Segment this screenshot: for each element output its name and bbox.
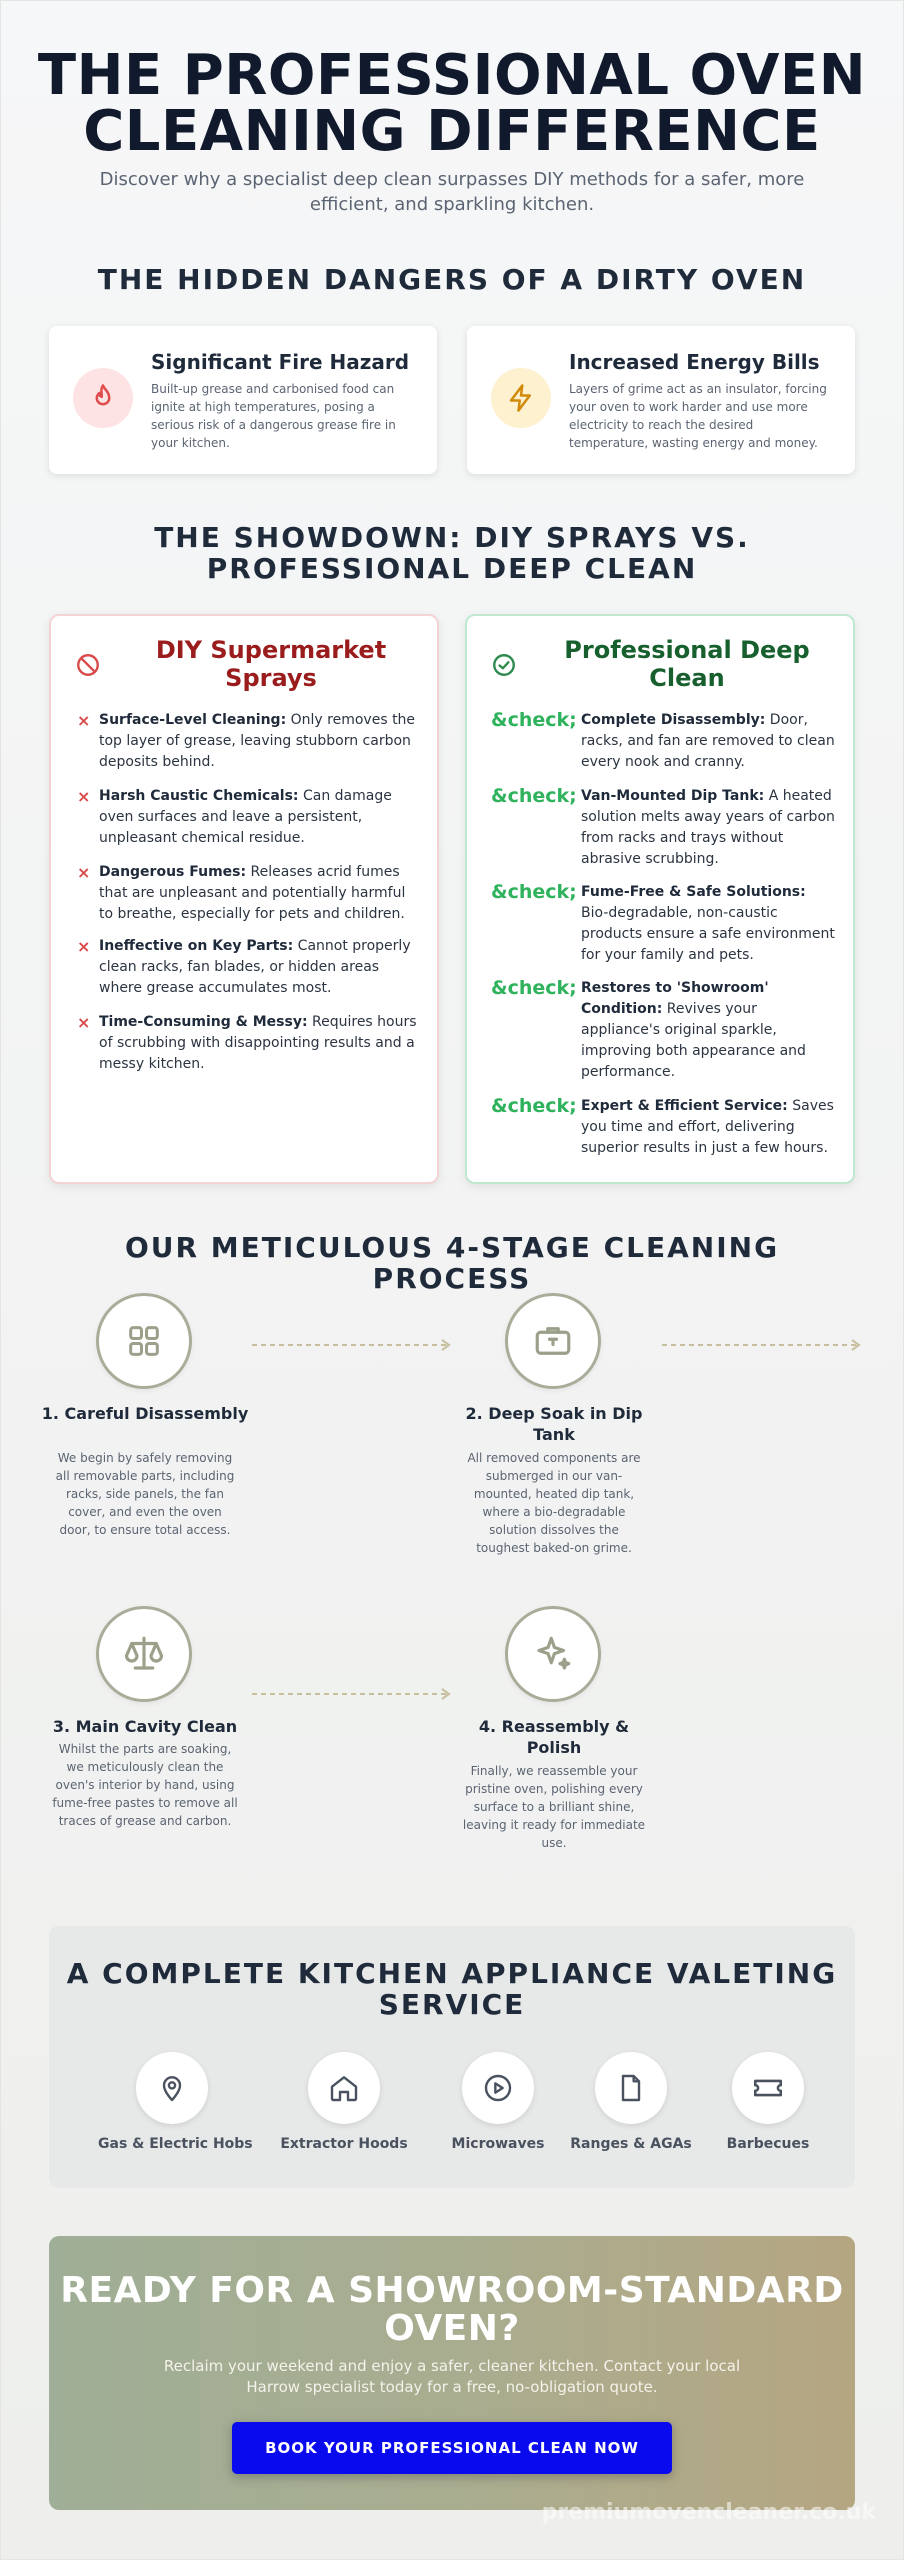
danger-card-text: Layers of grime act as an insulator, forcing your oven to work harder and use more electricity to reach the desired temperature, wasting energy and money. <box>569 382 827 450</box>
danger-card-text: Built-up grease and carbonised food can ignite at high temperatures, posing a serious risk of a dangerous grease fire in your kitchen. <box>151 382 396 450</box>
fire-icon <box>73 368 133 428</box>
appliance-item <box>713 2052 823 2152</box>
watermark: premiumovencleaner.co.uk <box>541 2500 876 2525</box>
check-icon: &check; <box>491 977 577 999</box>
pro-item: &check; Fume-Free & Safe Solutions: Bio-degradable, non-caustic products ensure a safe environment for your family and pets. <box>491 881 835 963</box>
danger-card-energy <box>467 326 855 474</box>
scales-icon <box>96 1606 192 1702</box>
diy-item: × Surface-Level Cleaning: Only removes the top layer of grease, leaving stubborn carbon deposits behind. <box>77 711 416 770</box>
showdown-heading: THE SHOWDOWN: DIY SPRAYS VS. PROFESSIONAL DEEP CLEAN <box>154 521 750 585</box>
dangers-heading: THE HIDDEN DANGERS OF A DIRTY OVEN <box>97 263 807 296</box>
sparkles-icon <box>505 1606 601 1702</box>
cross-icon: × <box>77 787 91 806</box>
step-title: 3. Main Cavity Clean <box>52 1717 238 1736</box>
step-arrow <box>252 1688 456 1700</box>
step-arrow <box>252 1339 456 1351</box>
ticket-icon <box>732 2052 804 2124</box>
step-arrow <box>662 1339 866 1351</box>
diy-card <box>49 614 439 1184</box>
appliances-section <box>49 1926 855 2188</box>
pro-item: &check; Restores to 'Showroom' Condition: Revives your appliance's original sparkle, improving both appearance and performance. <box>491 977 806 1080</box>
lightning-icon <box>491 368 551 428</box>
step-text: Whilst the parts are soaking, we meticulously clean the oven's interior by hand, using fume-free pastes to remove all traces of grease and carbon. <box>52 1742 238 1828</box>
check-icon: &check; <box>491 785 577 807</box>
diy-item: × Harsh Caustic Chemicals: Can damage oven surfaces and leave a persistent, unpleasant chemical residue. <box>77 787 392 846</box>
check-icon: &check; <box>491 1095 577 1117</box>
step-text: Finally, we reassemble your pristine oven, polishing every surface to a brilliant shine, leaving it ready for immediate use. <box>462 1764 646 1850</box>
step-text: All removed components are submerged in our van-mounted, heated dip tank, where a bio-degradable solution dissolves the toughest baked-on grime. <box>467 1451 641 1555</box>
cross-icon: × <box>77 937 91 956</box>
step-title: 4. Reassembly & Polish <box>478 1717 630 1757</box>
cta-heading: READY FOR A SHOWROOM-STANDARD OVEN? <box>60 2270 844 2349</box>
house-icon <box>308 2052 380 2124</box>
diy-item: × Time-Consuming & Messy: Requires hours of scrubbing with disappointing results and a messy kitchen. <box>77 1013 417 1072</box>
cross-icon: × <box>77 711 91 730</box>
pro-item: &check; Van-Mounted Dip Tank: A heated solution melts away years of carbon from racks and trays without abrasive scrubbing. <box>491 785 835 867</box>
appliances-heading: A COMPLETE KITCHEN APPLIANCE VALETING SERVICE <box>66 1957 838 2021</box>
diy-item: × Dangerous Fumes: Releases acrid fumes that are unpleasant and potentially harmful to breathe, especially for pets and children. <box>77 863 406 922</box>
cta-text: Reclaim your weekend and enjoy a safer, cleaner kitchen. Contact your local Harrow specialist today for a free, no-obligation quote. <box>163 2357 741 2396</box>
file-icon <box>595 2052 667 2124</box>
diy-item: × Ineffective on Key Parts: Cannot properly clean racks, fan blades, or hidden areas where grease accumulates most. <box>77 937 411 996</box>
danger-card-title: Increased Energy Bills <box>569 350 820 374</box>
step-title: 2. Deep Soak in Dip Tank <box>465 1404 643 1444</box>
page-title: THE PROFESSIONAL OVEN CLEANING DIFFERENCE <box>37 43 867 164</box>
danger-card-title: Significant Fire Hazard <box>151 350 410 374</box>
appliance-item <box>566 2052 696 2152</box>
page-subtitle: Discover why a specialist deep clean surpasses DIY methods for a safer, more efficient, and sparkling kitchen. <box>99 169 805 215</box>
pro-card <box>465 614 855 1184</box>
grid-icon <box>96 1293 192 1389</box>
pro-item: &check; Complete Disassembly: Door, racks, and fan are removed to clean every nook and cranny. <box>491 709 835 770</box>
cross-icon: × <box>77 863 91 882</box>
check-icon: &check; <box>491 881 577 903</box>
check-circle-icon <box>491 652 517 678</box>
check-icon: &check; <box>491 709 577 731</box>
cross-icon: × <box>77 1013 91 1032</box>
book-clean-button[interactable]: BOOK YOUR PROFESSIONAL CLEAN NOW <box>232 2422 672 2474</box>
appliance-item <box>98 2052 253 2152</box>
appliance-label: Barbecues <box>726 2136 810 2152</box>
appliance-item <box>443 2052 553 2152</box>
pro-item: &check; Expert & Efficient Service: Saves you time and effort, delivering superior results in just a few hours. <box>491 1095 834 1156</box>
map-pin-icon <box>136 2052 208 2124</box>
play-circle-icon <box>462 2052 534 2124</box>
diy-card-title: DIY Supermarket Sprays <box>155 636 387 692</box>
prohibited-icon <box>75 652 101 678</box>
process-heading: OUR METICULOUS 4-STAGE CLEANING PROCESS <box>124 1231 780 1295</box>
step-text: We begin by safely removing all removable parts, including racks, side panels, the fan cover, and even the oven door, to ensure total access. <box>55 1451 235 1537</box>
appliance-label: Ranges & AGAs <box>570 2136 692 2152</box>
appliance-label: Microwaves <box>451 2136 545 2152</box>
danger-card-fire <box>49 326 437 474</box>
step-title: 1. Careful Disassembly <box>41 1404 249 1423</box>
appliance-item <box>279 2052 409 2152</box>
tank-icon <box>505 1293 601 1389</box>
pro-card-title: Professional Deep Clean <box>564 636 810 692</box>
appliance-label: Extractor Hoods <box>280 2136 408 2152</box>
cta-section <box>49 2236 855 2510</box>
appliance-label: Gas & Electric Hobs <box>98 2136 253 2152</box>
